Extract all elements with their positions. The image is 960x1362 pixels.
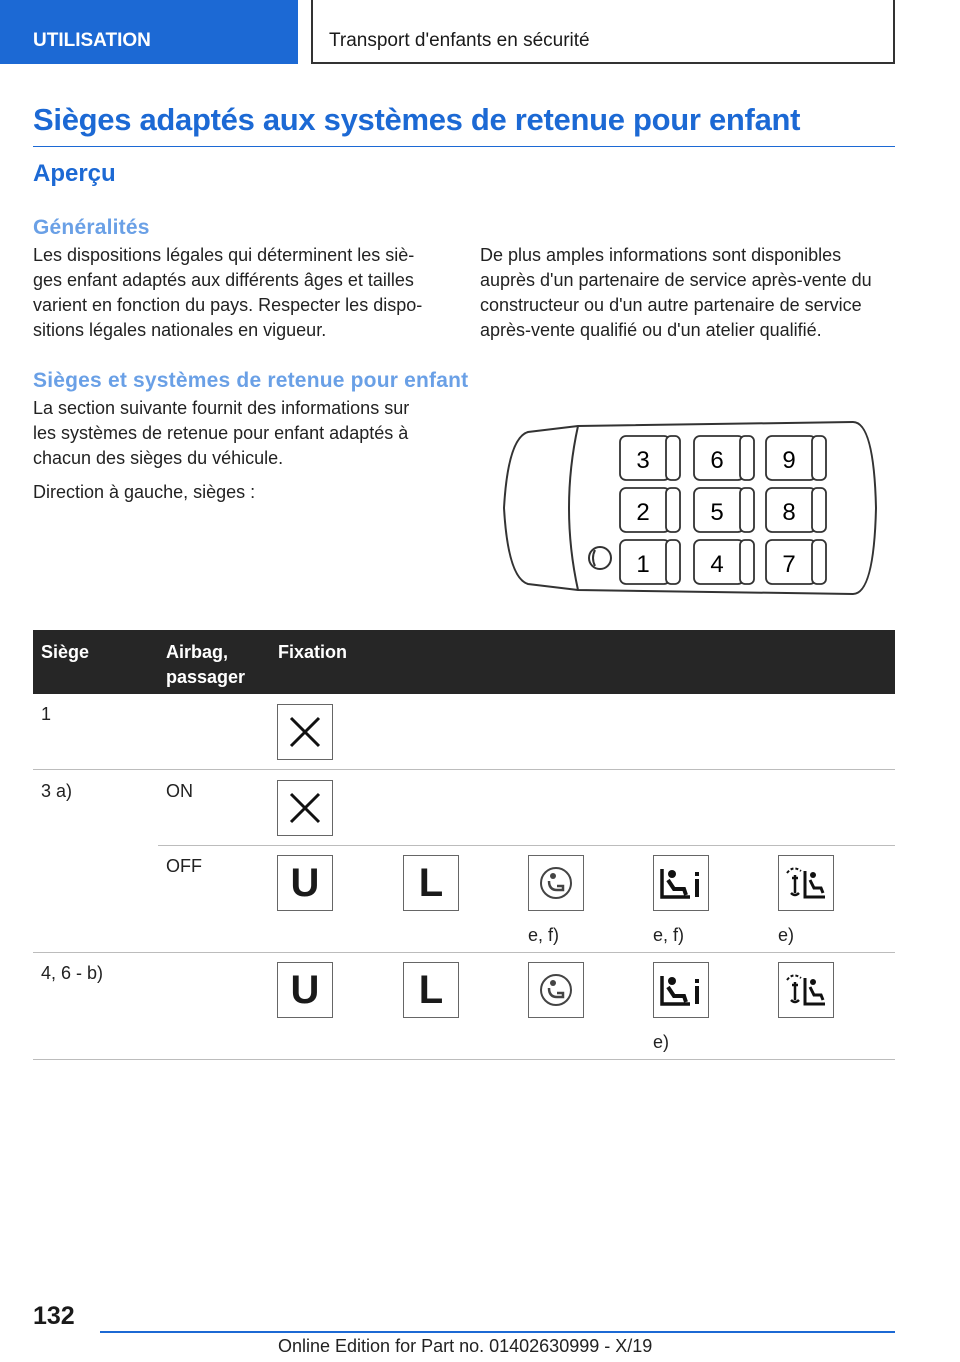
seats-intro (33, 396, 453, 471)
seat-number: 9 (782, 447, 796, 474)
table-row (33, 846, 895, 953)
page-number: 132 (33, 1302, 75, 1330)
general-text-left (33, 243, 453, 343)
semi-universal-l-icon (403, 855, 459, 911)
semi-universal-l-icon (403, 962, 459, 1018)
seat-number: 5 (710, 499, 724, 526)
l-letter: L (418, 860, 444, 905)
seat-grid (620, 436, 826, 584)
table-row (33, 694, 895, 770)
table-row (33, 953, 895, 1060)
seat-number: 4 (710, 551, 724, 578)
text-line: De plus amples informations sont disponibles (480, 245, 842, 265)
seat-number: 1 (636, 551, 650, 578)
seat-cell: 3 a) (41, 781, 73, 801)
col-header-seat: Siège (41, 642, 90, 662)
text-line: constructeur ou d'un autre partenaire de service (480, 295, 862, 315)
text-line: auprès d'un partenaire de service après-vente du (480, 270, 872, 290)
airbag-cell: OFF (166, 856, 202, 876)
footer-divider (100, 1331, 895, 1333)
seat-number: 8 (782, 499, 796, 526)
text-line: sitions légales nationales en vigueur. (33, 320, 327, 340)
section-label: UTILISATION (33, 30, 151, 51)
universal-u-icon (277, 855, 333, 911)
text-line: les systèmes de retenue pour enfant adaptés à (33, 423, 409, 443)
col-header-airbag-line: Airbag, (166, 642, 229, 662)
not-suitable-icon (277, 704, 333, 760)
i-size-seat-icon (528, 962, 584, 1018)
text-line: Les dispositions légales qui déterminent les siè- (33, 245, 415, 265)
direction-text: Direction à gauche, sièges : (33, 482, 256, 502)
note-cell: e, f) (653, 925, 685, 945)
col-header-fixation: Fixation (278, 642, 348, 662)
isofix-anchor-icon (778, 962, 834, 1018)
seat-cell: 1 (41, 704, 52, 724)
not-suitable-icon (277, 780, 333, 836)
l-letter: L (418, 967, 444, 1012)
general-heading: Généralités (33, 216, 150, 239)
overview-heading: Aperçu (33, 160, 116, 187)
chapter-header (311, 0, 895, 64)
table-row (33, 770, 895, 845)
text-line: ges enfant adaptés aux différents âges et tailles (33, 270, 414, 290)
section-tab (0, 0, 298, 64)
col-header-airbag (166, 640, 245, 690)
chapter-label: Transport d'enfants en sécurité (329, 30, 590, 51)
note-cell: e, f) (528, 925, 560, 945)
text-line: après-vente qualifié ou d'un atelier qualifié. (480, 320, 822, 340)
u-letter: U (290, 860, 320, 905)
text-line: chacun des sièges du véhicule. (33, 448, 284, 468)
isofix-anchor-icon (778, 855, 834, 911)
seat-cell: 4, 6 - b) (41, 963, 104, 983)
seats-heading: Sièges et systèmes de retenue pour enfant (33, 369, 469, 392)
seat-number: 3 (636, 447, 650, 474)
seat-layout-diagram (498, 418, 878, 598)
isofix-info-icon (653, 962, 709, 1018)
airbag-cell: ON (166, 781, 193, 801)
isofix-info-icon (653, 855, 709, 911)
col-header-airbag-line: passager (166, 667, 246, 687)
i-size-seat-icon (528, 855, 584, 911)
seat-number: 7 (782, 551, 796, 578)
seat-number: 6 (710, 447, 724, 474)
table-header (33, 630, 895, 694)
u-letter: U (290, 967, 320, 1012)
universal-u-icon (277, 962, 333, 1018)
note-cell: e) (778, 925, 795, 945)
page-title: Sièges adaptés aux systèmes de retenue pour enfant (33, 102, 895, 147)
seat-table (33, 630, 895, 1060)
note-cell: e) (653, 1032, 670, 1052)
general-text-right (480, 243, 900, 343)
text-line: La section suivante fournit des informations sur (33, 398, 410, 418)
seat-number: 2 (636, 499, 650, 526)
text-line: varient en fonction du pays. Respecter les dispo- (33, 295, 423, 315)
edition-footer: Online Edition for Part no. 01402630999 - X/19 (278, 1336, 653, 1356)
